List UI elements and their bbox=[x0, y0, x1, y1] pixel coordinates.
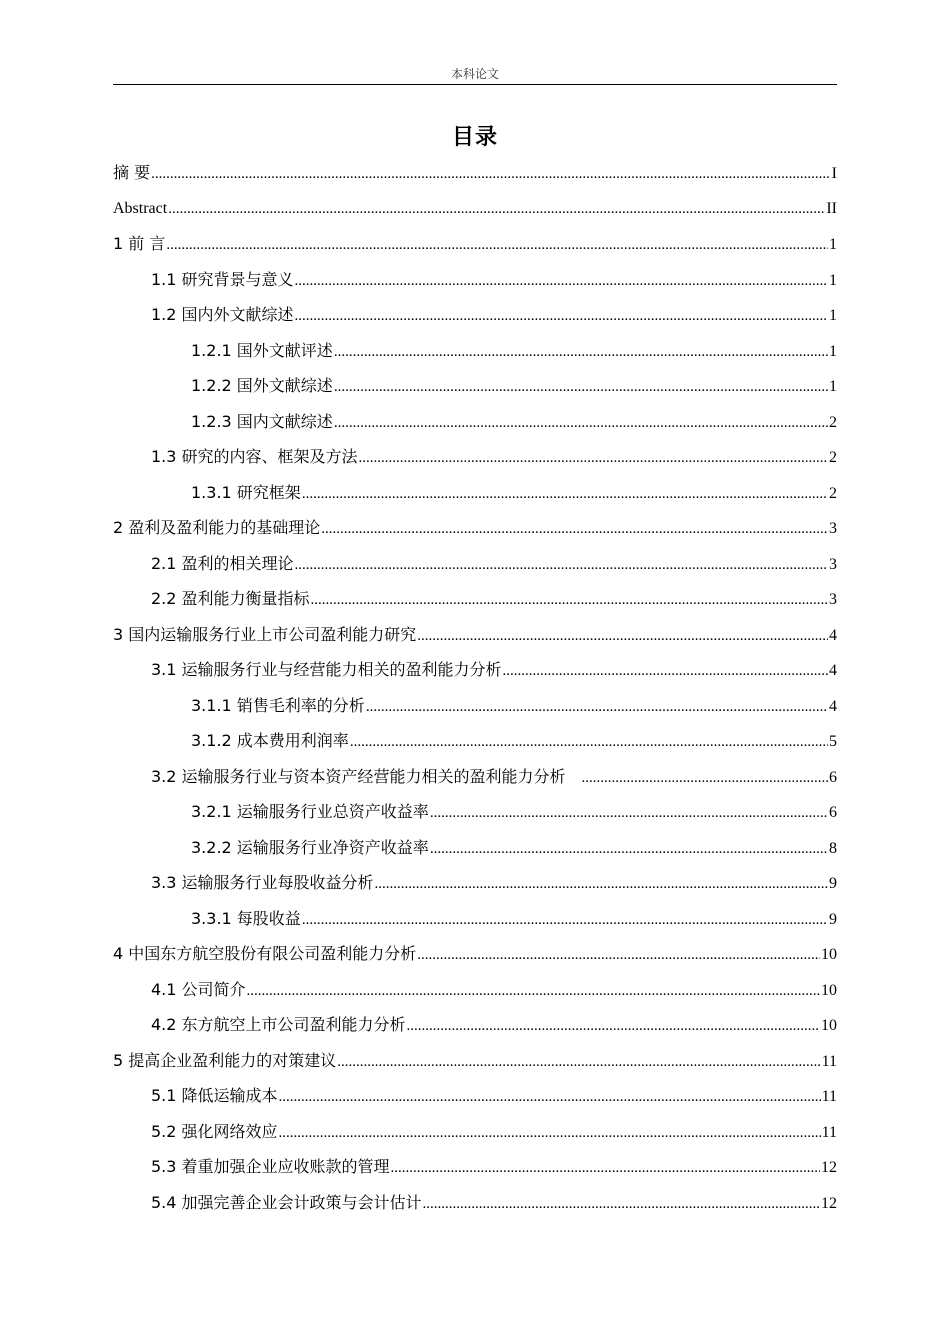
toc-entry[interactable] bbox=[113, 936, 837, 972]
toc-entry-title: 2 盈利及盈利能力的基础理论 bbox=[113, 518, 321, 537]
toc-entry[interactable] bbox=[113, 617, 837, 653]
toc-page-number: 12 bbox=[821, 1194, 837, 1212]
toc-dot-leader bbox=[334, 335, 828, 371]
toc-dot-leader bbox=[366, 690, 828, 726]
toc-dot-leader bbox=[417, 619, 828, 655]
toc-entry-title: 1.2 国内外文献综述 bbox=[151, 305, 294, 324]
toc-page-number: 1 bbox=[829, 307, 837, 324]
toc-page-number: 12 bbox=[821, 1159, 837, 1176]
toc-entry-title: 4 中国东方航空股份有限公司盈利能力分析 bbox=[113, 944, 417, 963]
toc-dot-leader bbox=[295, 299, 828, 335]
toc-entry-title: 3.1.2 成本费用利润率 bbox=[191, 731, 349, 750]
toc-page-number: 1 bbox=[829, 236, 837, 253]
toc-entry-title: 3.2 运输服务行业与资本资产经营能力相关的盈利能力分析 bbox=[151, 766, 566, 786]
toc-dot-leader bbox=[375, 867, 828, 903]
toc-entry[interactable] bbox=[113, 404, 837, 440]
toc-dot-leader bbox=[350, 725, 828, 761]
toc-entry[interactable] bbox=[113, 546, 837, 582]
toc-entry-title: 3.3 运输服务行业每股收益分析 bbox=[151, 873, 374, 892]
toc-entry-title: 5.2 强化网络效应 bbox=[151, 1121, 278, 1141]
toc-page-number: 3 bbox=[829, 520, 837, 537]
toc-entry[interactable] bbox=[113, 972, 837, 1008]
toc-entry[interactable] bbox=[113, 333, 837, 369]
toc-entry[interactable] bbox=[113, 688, 837, 724]
toc-entry-title: 1.3.1 研究框架 bbox=[191, 482, 301, 502]
toc-page-number: 2 bbox=[829, 484, 837, 502]
toc-entry-title: 1.3 研究的内容、框架及方法 bbox=[151, 447, 358, 466]
toc-page-number: 4 bbox=[829, 662, 837, 679]
toc-entry[interactable] bbox=[113, 1007, 837, 1043]
toc-entry[interactable] bbox=[113, 901, 837, 937]
toc-entry[interactable] bbox=[113, 1185, 837, 1221]
toc-dot-leader bbox=[311, 583, 828, 619]
toc-entry[interactable] bbox=[113, 297, 837, 333]
toc-page-number: 1 bbox=[829, 378, 837, 395]
toc-entry[interactable] bbox=[113, 652, 837, 688]
toc-entry-title: 5.4 加强完善企业会计政策与会计估计 bbox=[151, 1192, 422, 1212]
toc-entry[interactable] bbox=[113, 865, 837, 901]
toc-entry[interactable] bbox=[113, 510, 837, 546]
toc-entry[interactable] bbox=[113, 581, 837, 617]
toc-entry[interactable] bbox=[113, 794, 837, 830]
toc-entry[interactable] bbox=[113, 759, 837, 795]
toc-entry-title: 5.3 着重加强企业应收账款的管理 bbox=[151, 1157, 390, 1176]
toc-page-number: 11 bbox=[821, 1052, 837, 1070]
toc-page-number: 4 bbox=[829, 697, 837, 715]
toc-dot-leader bbox=[334, 406, 828, 442]
toc-page-number: 9 bbox=[829, 910, 837, 928]
toc-dot-leader bbox=[407, 1009, 820, 1045]
toc-dot-leader bbox=[302, 903, 828, 939]
toc-title: 目录 bbox=[451, 125, 498, 150]
toc-entry-title: 1.2.1 国外文献评述 bbox=[191, 340, 333, 360]
toc-entry[interactable] bbox=[113, 830, 837, 866]
toc-dot-leader bbox=[321, 512, 828, 548]
toc-entry[interactable] bbox=[113, 1043, 837, 1079]
toc-dot-leader bbox=[582, 761, 828, 797]
toc-dot-leader bbox=[247, 974, 820, 1010]
toc-entry-title: 3.2.2 运输服务行业净资产收益率 bbox=[191, 837, 429, 857]
toc-entry-title: 1.2.2 国外文献综述 bbox=[191, 376, 333, 395]
toc-entry-title: 1.1 研究背景与意义 bbox=[151, 269, 294, 289]
toc-entry[interactable] bbox=[113, 475, 837, 511]
toc-entry-title: 3.3.1 每股收益 bbox=[191, 908, 301, 928]
toc-dot-leader bbox=[302, 477, 828, 513]
toc-dot-leader bbox=[295, 264, 828, 300]
toc-dot-leader bbox=[279, 1080, 821, 1116]
toc-page-number: 2 bbox=[829, 413, 837, 431]
toc-page-number: 3 bbox=[829, 591, 837, 608]
toc-page-number: 11 bbox=[821, 1088, 837, 1105]
toc-dot-leader bbox=[391, 1151, 820, 1187]
toc-entry[interactable] bbox=[113, 155, 837, 191]
toc-entry[interactable] bbox=[113, 1149, 837, 1185]
toc-dot-leader bbox=[430, 796, 828, 832]
toc-entry-title: 3.1.1 销售毛利率的分析 bbox=[191, 695, 365, 715]
toc-page-number: II bbox=[826, 199, 837, 217]
toc-entry-title: 2.1 盈利的相关理论 bbox=[151, 553, 294, 573]
toc-dot-leader bbox=[334, 370, 828, 406]
toc-page-number: 9 bbox=[829, 875, 837, 892]
toc-page-number: 10 bbox=[821, 981, 837, 999]
toc-page-number: 6 bbox=[829, 804, 837, 821]
toc-dot-leader bbox=[168, 192, 825, 228]
toc-entry-title: 3 国内运输服务行业上市公司盈利能力研究 bbox=[113, 624, 417, 644]
toc-entry[interactable] bbox=[113, 368, 837, 404]
toc-entry[interactable] bbox=[113, 1114, 837, 1150]
toc-dot-leader bbox=[295, 548, 828, 584]
toc-page-number: 11 bbox=[821, 1123, 837, 1141]
toc-entry-title: 5.1 降低运输成本 bbox=[151, 1086, 278, 1105]
toc-page-number: 4 bbox=[829, 626, 837, 644]
toc-entry-title: 3.2.1 运输服务行业总资产收益率 bbox=[191, 802, 429, 821]
table-of-contents bbox=[113, 155, 837, 1220]
toc-entry-title: Abstract bbox=[113, 199, 168, 217]
toc-entry[interactable] bbox=[113, 262, 837, 298]
toc-entry-title: 5 提高企业盈利能力的对策建议 bbox=[113, 1050, 337, 1070]
toc-entry[interactable] bbox=[113, 191, 837, 227]
toc-entry[interactable] bbox=[113, 226, 837, 262]
toc-dot-leader bbox=[151, 157, 831, 193]
toc-entry-title: 摘 要 bbox=[113, 163, 151, 182]
toc-entry-title: 3.1 运输服务行业与经营能力相关的盈利能力分析 bbox=[151, 660, 502, 679]
toc-dot-leader bbox=[359, 441, 828, 477]
toc-page-number: 6 bbox=[829, 768, 837, 786]
page-header bbox=[113, 62, 837, 85]
toc-dot-leader bbox=[430, 832, 828, 868]
toc-entry[interactable] bbox=[113, 723, 837, 759]
toc-dot-leader bbox=[503, 654, 828, 690]
toc-page-number: 1 bbox=[829, 271, 837, 289]
toc-entry-title: 1 前 言 bbox=[113, 234, 166, 253]
toc-page-number: I bbox=[831, 165, 837, 182]
toc-page-number: 5 bbox=[829, 733, 837, 750]
toc-page-number: 2 bbox=[829, 449, 837, 466]
toc-page-number: 3 bbox=[829, 555, 837, 573]
toc-entry-title: 1.2.3 国内文献综述 bbox=[191, 411, 333, 431]
header-text: 本科论文 bbox=[450, 67, 499, 81]
toc-page-number: 8 bbox=[829, 839, 837, 857]
toc-dot-leader bbox=[417, 938, 820, 974]
toc-entry[interactable] bbox=[113, 1078, 837, 1114]
toc-dot-leader bbox=[423, 1187, 820, 1223]
toc-dot-leader bbox=[166, 228, 828, 264]
toc-dot-leader bbox=[279, 1116, 821, 1152]
toc-entry-title: 4.1 公司简介 bbox=[151, 979, 246, 999]
toc-entry-title: 2.2 盈利能力衡量指标 bbox=[151, 589, 310, 608]
toc-page-number: 10 bbox=[821, 946, 837, 963]
toc-entry[interactable] bbox=[113, 439, 837, 475]
toc-dot-leader bbox=[337, 1045, 820, 1081]
toc-entry-title: 4.2 东方航空上市公司盈利能力分析 bbox=[151, 1015, 406, 1034]
toc-page-number: 10 bbox=[821, 1017, 837, 1034]
toc-page-number: 1 bbox=[829, 342, 837, 360]
